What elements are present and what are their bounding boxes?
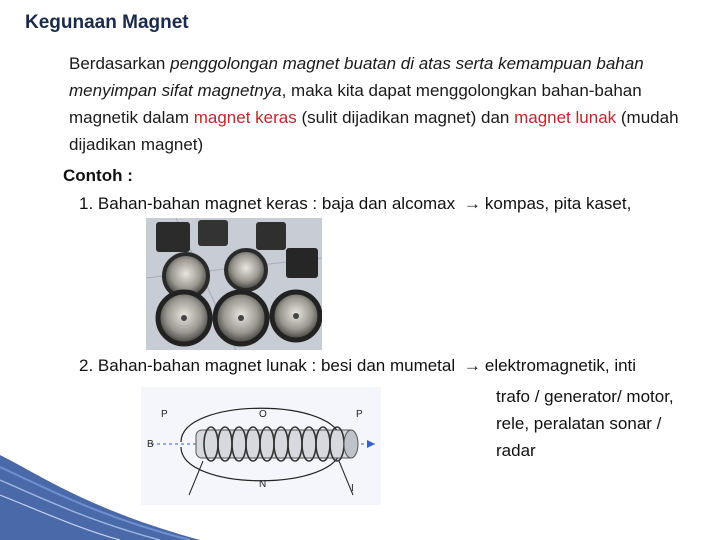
slide-title: Kegunaan Magnet [25, 12, 189, 33]
intro-paragraph [69, 50, 699, 158]
compass-photo [146, 218, 322, 350]
para-part-3: , maka kita dapat menggolongkan bahan-bahan magnetik dalam [69, 81, 642, 127]
continuation-line-3: radar [496, 441, 536, 460]
label-o: O [259, 409, 267, 420]
contoh-label: Contoh : [63, 166, 133, 185]
continuation-line-1: trafo / generator/ motor, [496, 387, 674, 406]
decorative-swoosh [0, 455, 200, 540]
para-part-1: Berdasarkan [69, 54, 171, 73]
term-magnet-keras: magnet keras [193, 108, 297, 127]
arrow-right-icon: → [463, 356, 481, 375]
label-n: N [259, 479, 267, 490]
example-1-result: kompas, pita kaset, [484, 194, 632, 213]
para-part-5: (sulit dijadikan magnet) dan [296, 108, 515, 127]
label-p-left: P [161, 409, 168, 420]
term-magnet-lunak: magnet lunak [514, 108, 617, 127]
example-1 [79, 194, 631, 214]
arrow-right-icon: → [463, 194, 481, 213]
para-part-7: (mudah dijadikan magnet) [69, 108, 679, 154]
label-b: B [147, 439, 154, 450]
example-2-result: elektromagnetik, inti [484, 356, 637, 375]
example-2 [79, 356, 636, 376]
label-p-right: P [356, 409, 363, 420]
example-1-text: 1. Bahan-bahan magnet keras : baja dan alcomax [79, 194, 456, 213]
continuation-line-2: rele, peralatan sonar / [496, 414, 662, 433]
example-2-continuation [496, 383, 674, 464]
label-i: I [351, 483, 354, 494]
example-2-text: 2. Bahan-bahan magnet lunak : besi dan mumetal [79, 356, 456, 375]
para-italic: penggolongan magnet buatan di atas serta kemampuan bahan menyimpan sifat magnetnya [69, 54, 644, 100]
